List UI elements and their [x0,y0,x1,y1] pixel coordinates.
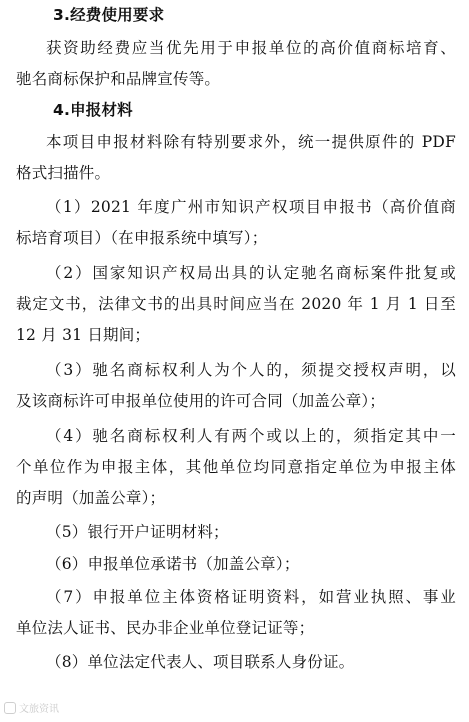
watermark [4,700,59,715]
section-3-heading: 3.经费使用要求 [53,6,165,24]
item-4-line-3: 的声明（加盖公章）； [16,489,166,507]
item-6-line-1: （6）申报单位承诺书（加盖公章）； [46,555,300,573]
section-4-heading: 4.申报材料 [53,101,133,119]
logo-icon [4,702,16,714]
item-4-line-2: 个单位作为申报主体，其他单位均同意指定单位为申报主体 [16,458,456,476]
section-3-paragraph-line-2: 驰名商标保护和品牌宣传等。 [16,70,221,88]
item-2-line-3: 12 月 31 日期间； [16,326,151,344]
item-1-line-2: 标培育项目）（在申报系统中填写）； [16,229,268,247]
section-4-intro-line-2: 格式扫描件。 [16,164,111,182]
watermark-text: 文旅资讯 [19,704,59,715]
item-7-line-1: （7）申报单位主体资格证明资料，如营业执照、事业 [46,588,456,606]
item-5-line-1: （5）银行开户证明材料； [46,523,229,541]
item-1-line-1: （1）2021 年度广州市知识产权项目申报书（高价值商 [46,198,456,216]
item-3-line-1: （3）驰名商标权利人为个人的，须提交授权声明，以 [46,361,456,379]
section-3-paragraph-line-1: 获资助经费应当优先用于申报单位的高价值商标培育、 [46,39,456,57]
item-8-line-1: （8）单位法定代表人、项目联系人身份证。 [46,653,355,671]
item-2-line-1: （2）国家知识产权局出具的认定驰名商标案件批复或 [46,264,456,282]
item-7-line-2: 单位法人证书、民办非企业单位登记证等； [16,619,315,637]
item-2-line-2: 裁定文书，法律文书的出具时间应当在 2020 年 1 月 1 日至 [16,295,456,313]
section-4-intro-line-1: 本项目申报材料除有特别要求外，统一提供原件的 PDF [46,133,456,151]
item-4-line-1: （4）驰名商标权利人有两个或以上的，须指定其中一 [46,427,456,445]
item-3-line-2: 及该商标许可申报单位使用的许可合同（加盖公章）； [16,392,386,410]
